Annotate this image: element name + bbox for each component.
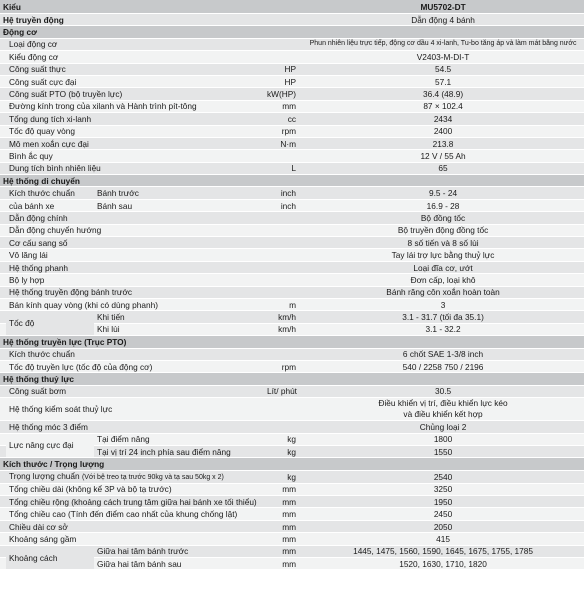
spec-row (0, 311, 584, 323)
spec-unit: L (264, 162, 302, 174)
spec-row (0, 237, 584, 249)
spec-unit: mm (264, 533, 302, 545)
spec-row (0, 286, 584, 298)
spec-row (0, 137, 584, 149)
spec-label: Tổng chiều cao (Tính đến điểm cao nhất của khung chống lật) (6, 508, 264, 520)
spec-unit: HP (264, 63, 302, 75)
spec-unit: rpm (264, 125, 302, 137)
spec-sublabel: Bánh sau (94, 199, 264, 211)
spec-unit (264, 51, 302, 63)
spec-sublabel: Giữa hai tâm bánh sau (94, 558, 264, 570)
spec-value: Phun nhiên liệu trực tiếp, động cơ dầu 4 xi-lanh, Tu-bo tăng áp và làm mát bằng nước (302, 38, 584, 50)
spec-label (6, 470, 264, 483)
spec-row (0, 348, 584, 360)
section-pto (0, 336, 584, 348)
section-title: Động cơ (0, 26, 584, 38)
spec-value: 3 (302, 298, 584, 310)
spec-label: Bán kính quay vòng (khi có dùng phanh) (6, 298, 264, 310)
spec-row (0, 187, 584, 199)
spec-unit (264, 348, 302, 360)
model-name: MU5702-DT (302, 0, 584, 14)
spec-value (302, 398, 584, 421)
section-dimensions (0, 458, 584, 470)
spec-value: 2450 (302, 508, 584, 520)
section-title: Hệ thống truyền lực (Trục PTO) (0, 336, 584, 348)
tire-label: của bánh xe (6, 199, 94, 211)
spec-unit (264, 150, 302, 162)
spec-unit: mm (264, 100, 302, 112)
spec-value: 30.5 (302, 385, 584, 397)
spec-value: 16.9 - 28 (302, 199, 584, 211)
spec-unit: mm (264, 508, 302, 520)
drive-value: Dẫn động 4 bánh (302, 14, 584, 26)
spec-label: Khoảng sáng gầm (6, 533, 264, 545)
spec-unit: kg (264, 433, 302, 445)
spec-unit: kg (264, 445, 302, 457)
spec-label: Dẫn động chuyển hướng (6, 224, 264, 236)
spec-value: 2400 (302, 125, 584, 137)
spec-value: 3.1 - 31.7 (tối đa 35.1) (302, 311, 584, 323)
spec-value: 540 / 2258 750 / 2196 (302, 360, 584, 372)
spec-row (0, 274, 584, 286)
spec-row (0, 298, 584, 310)
spec-label: Công suất cực đại (6, 75, 264, 87)
spec-sublabel: Tại vị trí 24 inch phía sau điểm nâng (94, 445, 264, 457)
spec-row (0, 212, 584, 224)
spec-value: Đơn cấp, loại khô (302, 274, 584, 286)
spec-label: Đường kính trong của xilanh và Hành trình pít-tông (6, 100, 264, 112)
spec-unit: mm (264, 545, 302, 557)
spec-row (0, 398, 584, 421)
spec-value: 1800 (302, 433, 584, 445)
spec-label: Hệ thống phanh (6, 261, 264, 273)
spec-unit: HP (264, 75, 302, 87)
spec-label: Dẫn động chính (6, 212, 264, 224)
spec-unit: rpm (264, 360, 302, 372)
spec-unit (264, 237, 302, 249)
spec-label: Tốc độ truyền lực (tốc độ của động cơ) (6, 360, 264, 372)
spec-unit: Lít/ phút (264, 385, 302, 397)
weight-label: Trọng lượng chuẩn (9, 470, 80, 481)
spec-row (0, 162, 584, 174)
spec-label: Bộ ly hợp (6, 274, 264, 286)
spec-row (0, 51, 584, 63)
spec-row (0, 533, 584, 545)
spec-row (0, 385, 584, 397)
spec-label: Công suất thực (6, 63, 264, 75)
speed-label: Tốc độ (6, 311, 94, 336)
track-label: Khoảng cách (6, 545, 94, 570)
spec-row (0, 88, 584, 100)
section-title: Hệ thống thuỷ lực (0, 373, 584, 385)
spec-row (0, 113, 584, 125)
spec-row (0, 261, 584, 273)
spec-label: Chiều dài cơ sở (6, 520, 264, 532)
spec-row (0, 224, 584, 236)
spec-unit: kg (264, 470, 302, 483)
spec-unit (264, 261, 302, 273)
spec-unit: km/h (264, 323, 302, 335)
spec-unit: mm (264, 483, 302, 495)
spec-unit (264, 274, 302, 286)
spec-row (0, 75, 584, 87)
spec-label: Hệ thống kiểm soát thuỷ lực (6, 398, 264, 421)
spec-label: Công suất bơm (6, 385, 264, 397)
spec-row (0, 63, 584, 75)
spec-row (0, 496, 584, 508)
header-label: Kiểu (0, 0, 302, 14)
spec-unit (264, 212, 302, 224)
spec-value: 65 (302, 162, 584, 174)
spec-label: Cơ cấu sang số (6, 237, 264, 249)
spec-value: 54.5 (302, 63, 584, 75)
spec-value: 3250 (302, 483, 584, 495)
spec-label: Công suất PTO (bộ truyền lực) (6, 88, 264, 100)
spec-label: Bình ắc quy (6, 150, 264, 162)
spec-value: 8 số tiến và 8 số lùi (302, 237, 584, 249)
spec-row (0, 470, 584, 483)
spec-row (0, 199, 584, 211)
spec-value-line: Điều khiển vị trí, điều khiển lực kéo (378, 398, 508, 409)
spec-unit: m (264, 298, 302, 310)
spec-value-line: và điều khiển kết hợp (403, 409, 483, 420)
spec-value: 57.1 (302, 75, 584, 87)
tire-label: Kích thước chuẩn (6, 187, 94, 199)
spec-row (0, 100, 584, 112)
spec-value: 1520, 1630, 1710, 1820 (302, 558, 584, 570)
spec-label: Tổng chiều rộng (khoảng cách trung tâm giữa hai bánh xe tối thiểu) (6, 496, 264, 508)
spec-value: 415 (302, 533, 584, 545)
spec-row (0, 483, 584, 495)
weight-note: (Với bệ treo tạ trước 90kg và tạ sau 50kg x 2) (81, 473, 224, 481)
spec-label: Kích thước chuẩn (6, 348, 264, 360)
section-title: Kích thước / Trọng lượng (0, 458, 584, 470)
spec-unit: kW(HP) (264, 88, 302, 100)
spec-row (0, 360, 584, 372)
spec-value: V2403-M-DI-T (302, 51, 584, 63)
spec-unit: mm (264, 520, 302, 532)
spec-value: 1550 (302, 445, 584, 457)
spec-value: Bộ đồng tốc (302, 212, 584, 224)
drive-label: Hệ truyền động (0, 14, 302, 26)
section-chassis (0, 175, 584, 187)
spec-label: Kiểu động cơ (6, 51, 264, 63)
spec-value: 213.8 (302, 137, 584, 149)
spec-value: 6 chốt SAE 1-3/8 inch (302, 348, 584, 360)
spec-label: Vô lăng lái (6, 249, 264, 261)
spec-label: Tốc độ quay vòng (6, 125, 264, 137)
spec-sublabel: Tại điểm nâng (94, 433, 264, 445)
spec-row (0, 421, 584, 433)
spec-label: Loại động cơ (6, 38, 264, 50)
drive-row (0, 14, 584, 26)
spec-value: Bộ truyền động đồng tốc (302, 224, 584, 236)
spec-sublabel: Khi tiến (94, 311, 264, 323)
spec-unit: mm (264, 558, 302, 570)
spec-row (0, 150, 584, 162)
spec-row (0, 38, 584, 50)
spec-row (0, 249, 584, 261)
spec-label: Tổng chiều dài (không kể 3P và bộ tạ trước) (6, 483, 264, 495)
spec-value: 2540 (302, 470, 584, 483)
spec-unit: N·m (264, 137, 302, 149)
spec-value: Chủng loại 2 (302, 421, 584, 433)
spec-label: Mô men xoắn cực đại (6, 137, 264, 149)
spec-value: Loại đĩa cơ, ướt (302, 261, 584, 273)
spec-value: 1445, 1475, 1560, 1590, 1645, 1675, 1755, 1785 (302, 545, 584, 557)
spec-value: 9.5 - 24 (302, 187, 584, 199)
spec-unit: inch (264, 187, 302, 199)
spec-unit (264, 224, 302, 236)
spec-sublabel: Khi lùi (94, 323, 264, 335)
section-title: Hệ thống di chuyển (0, 175, 584, 187)
spec-value: 2050 (302, 520, 584, 532)
spec-unit: cc (264, 113, 302, 125)
section-engine (0, 26, 584, 38)
spec-sublabel: Giữa hai tâm bánh trước (94, 545, 264, 557)
spec-label: Hệ thống truyền động bánh trước (6, 286, 264, 298)
lift-label: Lực nâng cực đại (6, 433, 94, 458)
spec-unit: inch (264, 199, 302, 211)
spec-sublabel: Bánh trước (94, 187, 264, 199)
spec-unit (264, 38, 302, 50)
spec-unit: km/h (264, 311, 302, 323)
spec-label: Tổng dung tích xi-lanh (6, 113, 264, 125)
spec-row (0, 433, 584, 445)
spec-unit (264, 286, 302, 298)
header-row (0, 0, 584, 14)
spec-label: Hệ thống móc 3 điểm (6, 421, 264, 433)
spec-value: 3.1 - 32.2 (302, 323, 584, 335)
spec-value: 1950 (302, 496, 584, 508)
spec-unit: mm (264, 496, 302, 508)
spec-label: Dung tích bình nhiên liệu (6, 162, 264, 174)
spec-value: 36.4 (48.9) (302, 88, 584, 100)
spec-value: Tay lái trợ lực bằng thuỷ lực (302, 249, 584, 261)
spec-row (0, 545, 584, 557)
spec-row (0, 508, 584, 520)
spec-unit (264, 249, 302, 261)
spec-value: 12 V / 55 Ah (302, 150, 584, 162)
spec-value: 2434 (302, 113, 584, 125)
spec-value: Bánh răng côn xoắn hoàn toàn (302, 286, 584, 298)
spec-row (0, 520, 584, 532)
spec-value: 87 × 102.4 (302, 100, 584, 112)
spec-row (0, 125, 584, 137)
section-hydraulic (0, 373, 584, 385)
